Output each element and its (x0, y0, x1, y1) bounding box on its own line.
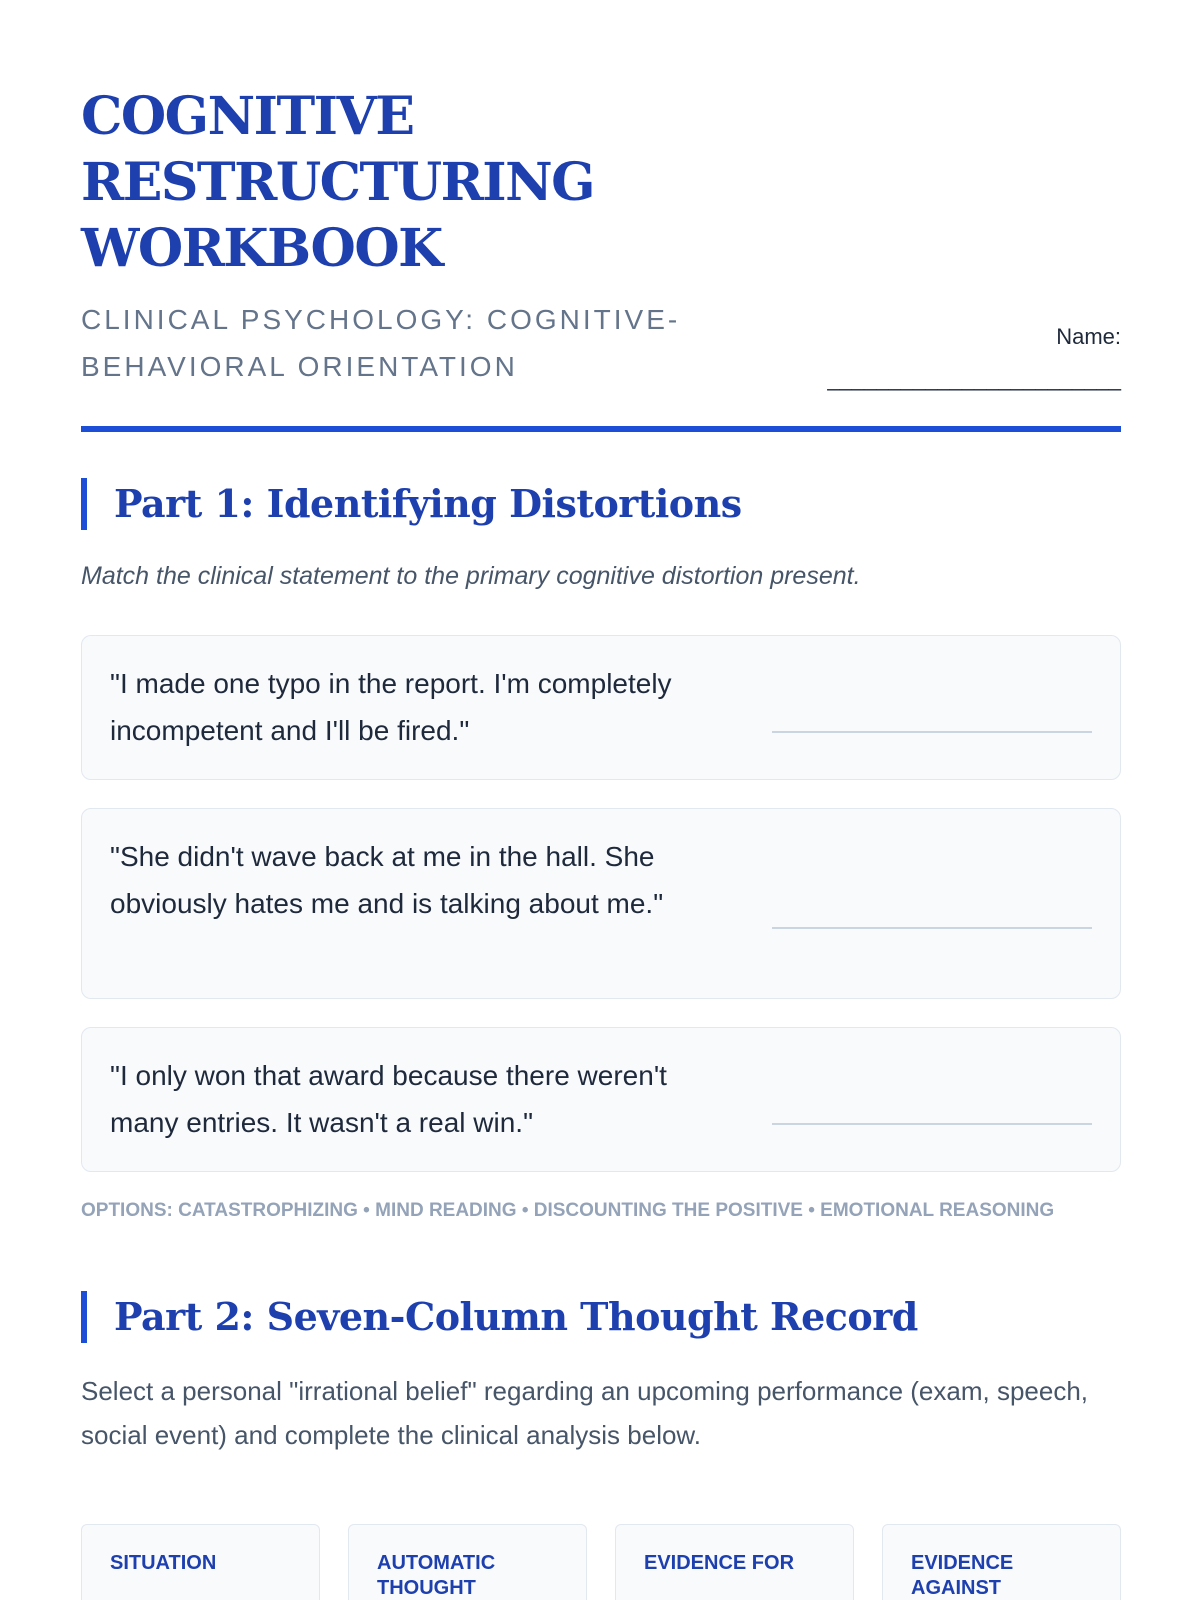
distortion-item (81, 808, 1121, 999)
thought-record-column[interactable] (615, 1524, 854, 1600)
answer-line[interactable] (772, 1123, 1092, 1125)
thought-record-column[interactable] (81, 1524, 320, 1600)
section-title-part2: Part 2: Seven-Column Thought Record (81, 1291, 1121, 1343)
part1-instructions: Match the clinical statement to the primary cognitive distortion present. (81, 562, 861, 590)
clinical-statement: "She didn't wave back at me in the hall. She obviously hates me and is talking about me." (110, 841, 664, 919)
page-title: COGNITIVE RESTRUCTURING WORKBOOK (81, 86, 595, 279)
column-label: AUTOMATIC THOUGHT (377, 1552, 496, 1599)
clinical-statement: "I only won that award because there weren't many entries. It wasn't a real win." (110, 1060, 667, 1138)
name-blank-line[interactable]: ________________________ (827, 366, 1121, 391)
answer-line[interactable] (772, 731, 1092, 733)
thought-record-column[interactable] (882, 1524, 1121, 1600)
column-label: SITUATION (110, 1552, 217, 1574)
name-label: Name: (1056, 324, 1121, 349)
thought-record-columns (81, 1524, 1121, 1600)
clinical-statement: "I made one typo in the report. I'm completely incompetent and I'll be fired." (110, 668, 672, 746)
page-subtitle: CLINICAL PSYCHOLOGY: COGNITIVE-BEHAVIORAL ORIENTATION (81, 304, 681, 382)
name-field[interactable] (761, 316, 1121, 400)
distortion-item (81, 635, 1121, 780)
header-divider (81, 426, 1121, 432)
section-title-part1: Part 1: Identifying Distortions (81, 478, 1121, 530)
column-label: EVIDENCE AGAINST (911, 1552, 1014, 1599)
distortion-options: OPTIONS: CATASTROPHIZING • MIND READING • DISCOUNTING THE POSITIVE • EMOTIONAL REASONING (81, 1200, 1055, 1221)
column-label: EVIDENCE FOR (644, 1552, 795, 1574)
distortion-item (81, 1027, 1121, 1172)
answer-line[interactable] (772, 927, 1092, 929)
workbook-page (81, 0, 1121, 1599)
part2-intro: Select a personal "irrational belief" regarding an upcoming performance (exam, speech, social event) and complete the clinical analysis below. (81, 1376, 1089, 1450)
thought-record-column[interactable] (348, 1524, 587, 1600)
worksheet-header (81, 0, 1121, 432)
